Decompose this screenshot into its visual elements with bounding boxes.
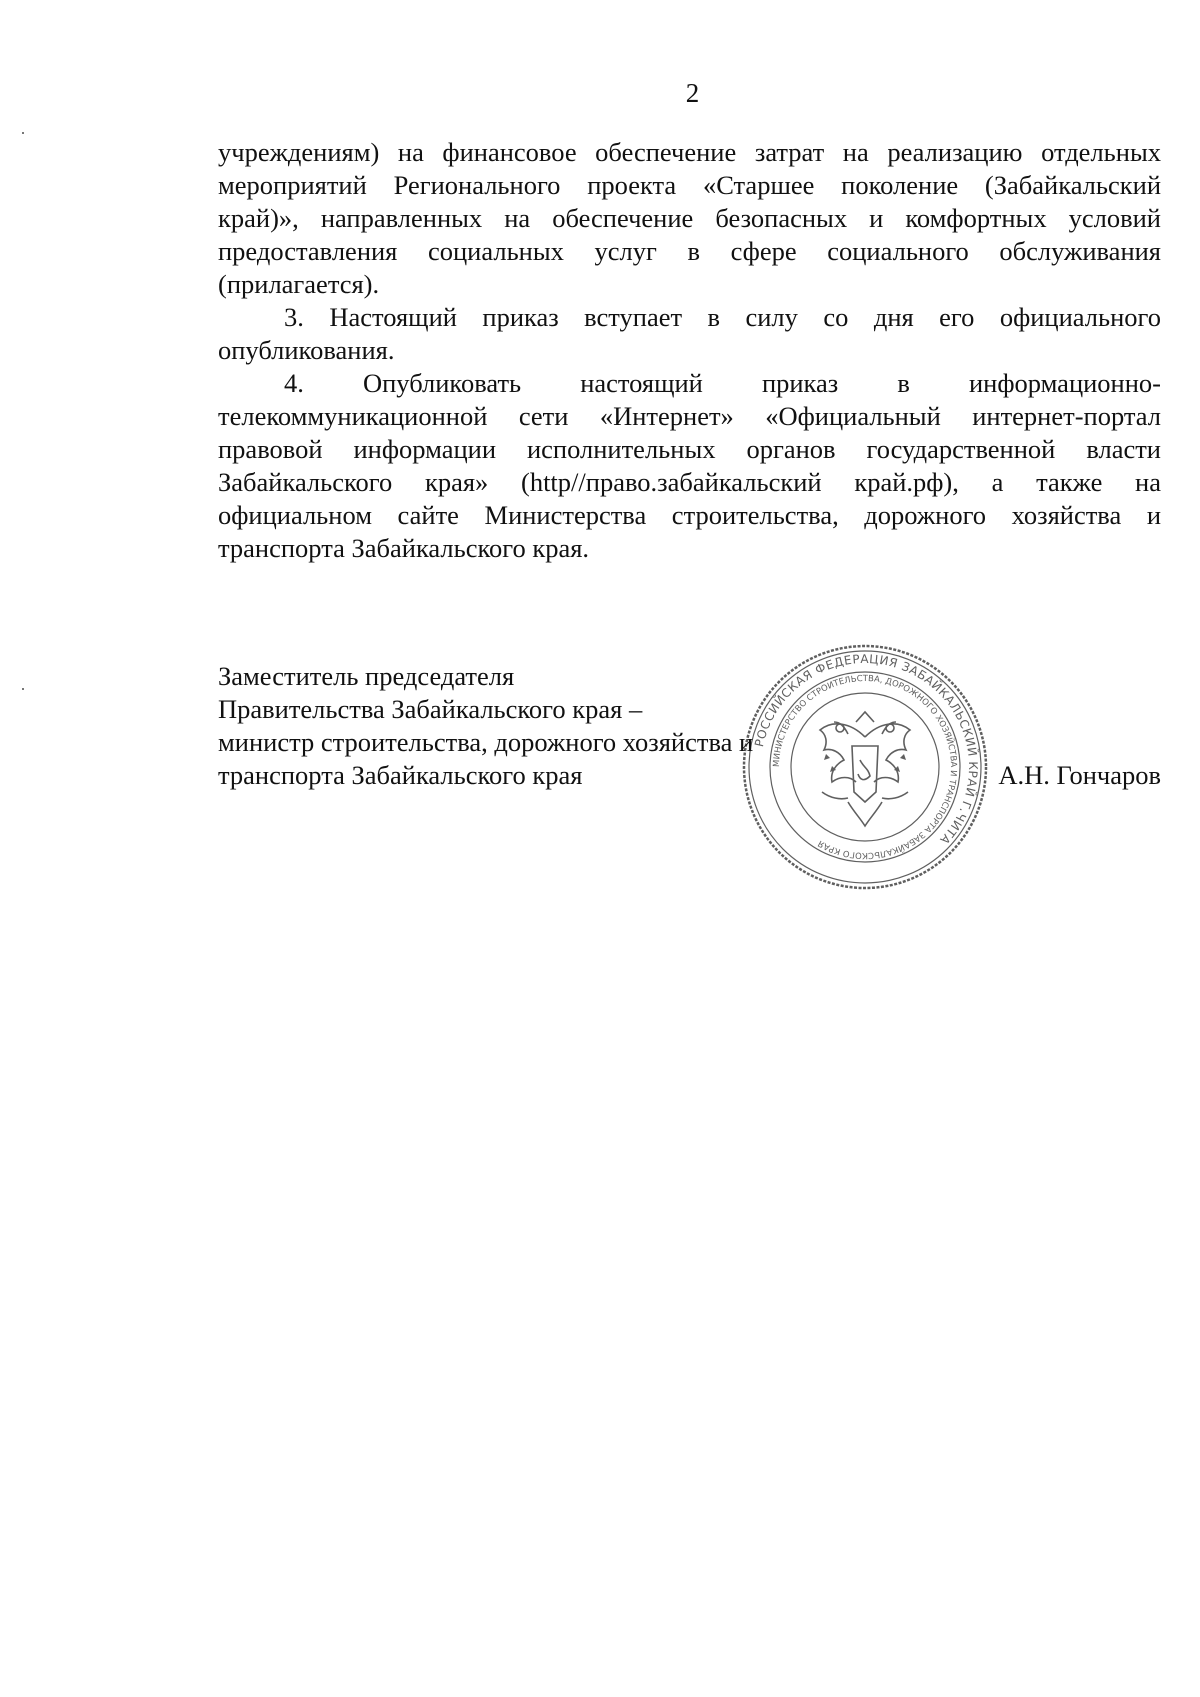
signatory-name: А.Н. Гончаров bbox=[998, 760, 1161, 790]
text-line: правовой информации исполнительных органов государственной власти bbox=[218, 434, 1161, 464]
paragraph-4 bbox=[218, 367, 1161, 565]
text-line: транспорта Забайкальского края. bbox=[218, 533, 590, 563]
text-line: телекоммуникационной сети «Интернет» «Официальный интернет-портал bbox=[218, 401, 1161, 431]
text-line: 3. Настоящий приказ вступает в силу со дня его официального bbox=[284, 302, 1161, 332]
scan-margin-mark bbox=[22, 132, 24, 134]
text-line: край)», направленных на обеспечение безопасных и комфортных условий bbox=[218, 203, 1161, 233]
text-line: Забайкальского края» (http//право.забайкальский край.рф), а также на bbox=[218, 467, 1161, 497]
signature-block bbox=[218, 660, 1161, 792]
signatory-title-line: Правительства Забайкальского края – bbox=[218, 694, 643, 724]
page-number: 2 bbox=[685, 78, 700, 108]
paragraph-3 bbox=[218, 301, 1161, 367]
text-line: предоставления социальных услуг в сфере социального обслуживания bbox=[218, 236, 1161, 266]
seal-inner-text: МИНИСТЕРСТВО СТРОИТЕЛЬСТВА, ДОРОЖНОГО ХОЗЯЙСТВА И ТРАНСПОРТА ЗАБАЙКАЛЬСКОГО КРАЯ bbox=[771, 673, 959, 861]
document-body bbox=[218, 136, 1161, 565]
text-line: опубликования. bbox=[218, 335, 395, 365]
signatory-title-line: министр строительства, дорожного хозяйства и bbox=[218, 727, 754, 757]
scan-margin-mark bbox=[22, 688, 24, 690]
text-line: официальном сайте Министерства строительства, дорожного хозяйства и bbox=[218, 500, 1161, 530]
seal-outer-text: РОССИЙСКАЯ ФЕДЕРАЦИЯ ЗАБАЙКАЛЬСКИЙ КРАЙ Г.ЧИТА bbox=[752, 651, 981, 848]
text-line: мероприятий Регионального проекта «Старшее поколение (Забайкальский bbox=[218, 170, 1161, 200]
signatory-title-line: транспорта Забайкальского края bbox=[218, 760, 583, 790]
paragraph-2-continuation bbox=[218, 136, 1161, 301]
text-line: 4. Опубликовать настоящий приказ в информационно- bbox=[284, 368, 1161, 398]
signatory-title-line: Заместитель председателя bbox=[218, 661, 515, 691]
text-line: (прилагается). bbox=[218, 269, 380, 299]
text-line: учреждениям) на финансовое обеспечение затрат на реализацию отдельных bbox=[218, 137, 1161, 167]
